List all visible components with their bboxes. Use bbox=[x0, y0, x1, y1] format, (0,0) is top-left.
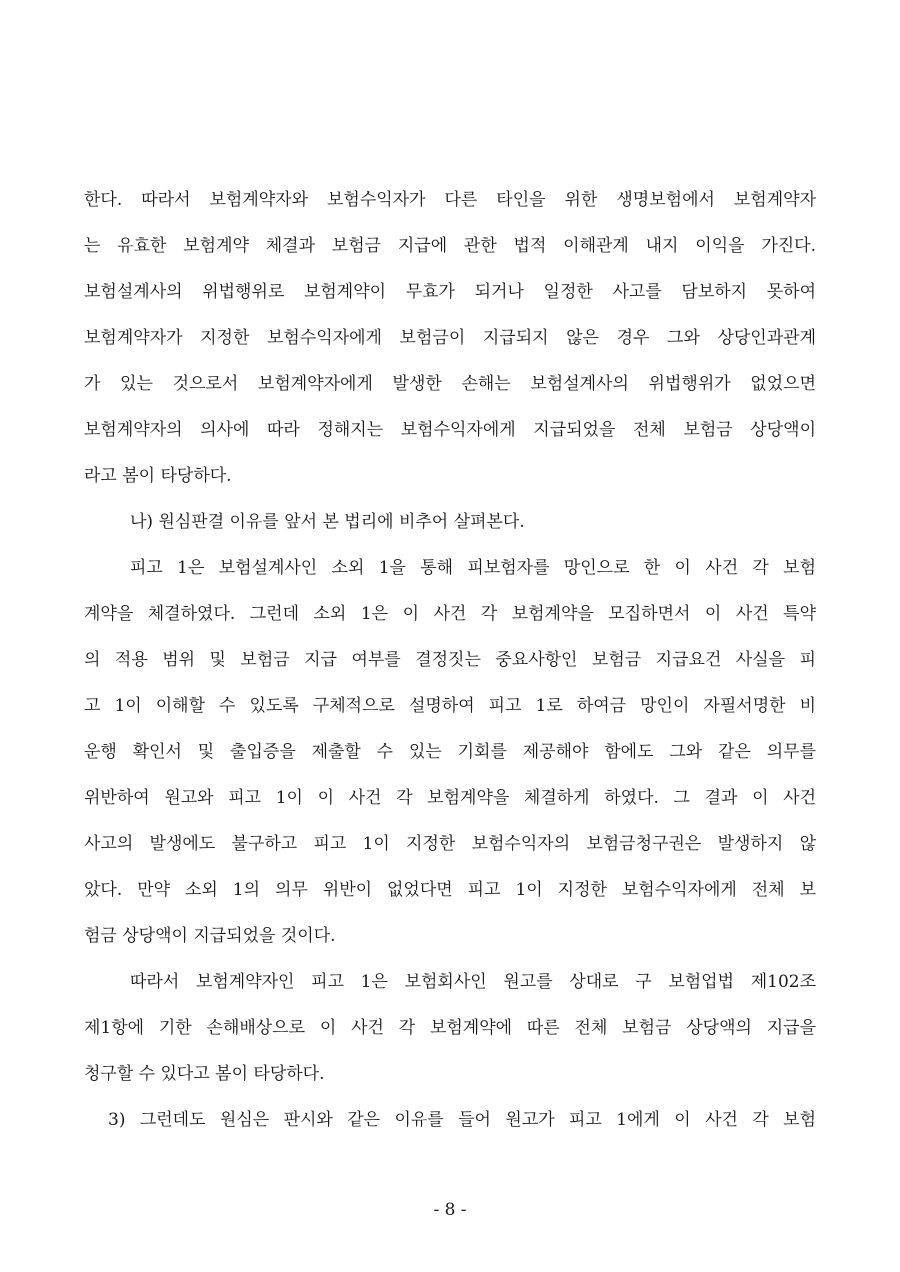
text-line-12: 고 1이 이해할 수 있도록 구체적으로 설명하여 피고 1로 하여금 망인이 자필서명한 비 bbox=[84, 696, 816, 716]
text-line-4: 보험계약자가 지정한 보험수익자에게 보험금이 지급되지 않은 경우 그와 상당인과관계 bbox=[84, 328, 816, 348]
text-line-5: 가 있는 것으로서 보험계약자에게 발생한 손해는 보험설계사의 위법행위가 없었으면 bbox=[84, 374, 816, 394]
text-line-3: 보험설계사의 위법행위로 보험계약이 무효가 되거나 일정한 사고를 담보하지 못하여 bbox=[84, 282, 816, 302]
text-line-15: 사고의 발생에도 불구하고 피고 1이 지정한 보험수익자의 보험금청구권은 발생하지 않 bbox=[84, 834, 816, 854]
text-line-1: 한다. 따라서 보험계약자와 보험수익자가 다른 타인을 위한 생명보험에서 보험계약자 bbox=[84, 190, 816, 210]
text-line-20: 청구할 수 있다고 봄이 타당하다. bbox=[84, 1064, 325, 1084]
text-line-21: 3) 그런데도 원심은 판시와 같은 이유를 들어 원고가 피고 1에게 이 사건 각 보험 bbox=[108, 1110, 816, 1130]
text-line-9: 피고 1은 보험설계사인 소외 1을 통해 피보험자를 망인으로 한 이 사건 각 보험 bbox=[130, 558, 816, 578]
text-line-6: 보험계약자의 의사에 따라 정해지는 보험수익자에게 지급되었을 전체 보험금 상당액이 bbox=[84, 420, 816, 440]
text-line-16: 았다. 만약 소외 1의 의무 위반이 없었다면 피고 1이 지정한 보험수익자에게 전체 보 bbox=[84, 880, 816, 900]
text-line-13: 운행 확인서 및 출입증을 제출할 수 있는 기회를 제공해야 함에도 그와 같은 의무를 bbox=[84, 742, 816, 762]
text-line-18: 따라서 보험계약자인 피고 1은 보험회사인 원고를 상대로 구 보험업법 제102조 bbox=[130, 972, 816, 992]
text-line-19: 제1항에 기한 손해배상으로 이 사건 각 보험계약에 따른 전체 보험금 상당액의 지급을 bbox=[84, 1018, 816, 1038]
text-line-7: 라고 봄이 타당하다. bbox=[84, 466, 232, 486]
text-line-8: 나) 원심판결 이유를 앞서 본 법리에 비추어 살펴본다. bbox=[130, 512, 525, 532]
page-number: - 8 - bbox=[433, 1200, 467, 1220]
text-line-17: 험금 상당액이 지급되었을 것이다. bbox=[84, 926, 336, 946]
text-line-2: 는 유효한 보험계약 체결과 보험금 지급에 관한 법적 이해관계 내지 이익을 가진다. bbox=[84, 236, 816, 256]
text-line-11: 의 적용 범위 및 보험금 지급 여부를 결정짓는 중요사항인 보험금 지급요건 사실을 피 bbox=[84, 650, 816, 670]
text-line-10: 계약을 체결하였다. 그런데 소외 1은 이 사건 각 보험계약을 모집하면서 이 사건 특약 bbox=[84, 604, 816, 624]
text-line-14: 위반하여 원고와 피고 1이 이 사건 각 보험계약을 체결하게 하였다. 그 결과 이 사건 bbox=[84, 788, 816, 808]
